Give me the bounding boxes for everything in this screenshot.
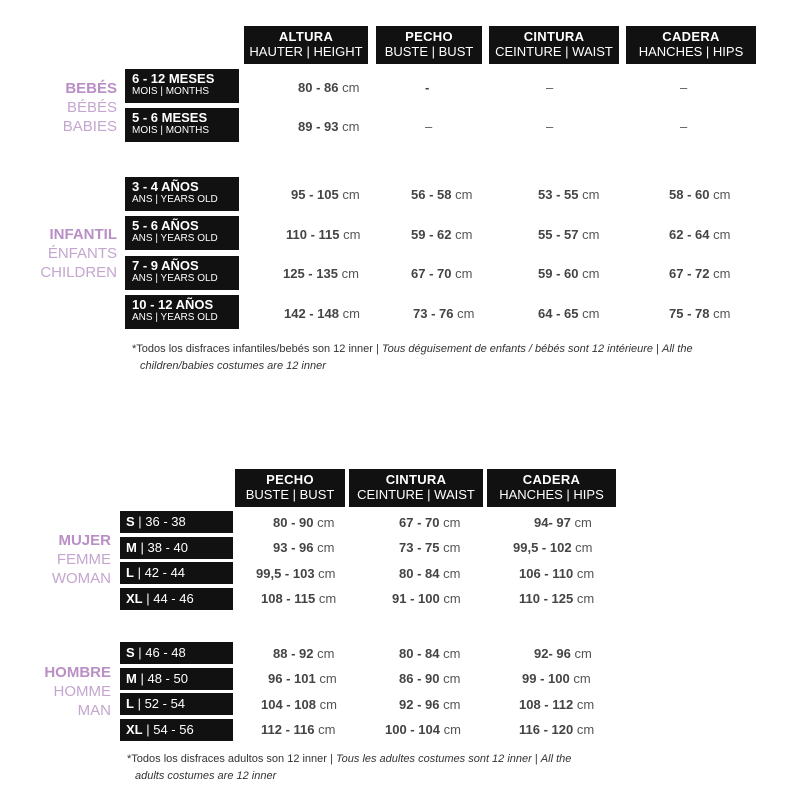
header-waist: CINTURA CEINTURE | WAIST — [349, 469, 483, 507]
value-bust: 59 - 62 cm — [411, 227, 473, 242]
value-waist: 59 - 60 cm — [538, 266, 600, 281]
value-height: 110 - 115 cm — [286, 227, 361, 242]
value-waist: 55 - 57 cm — [538, 227, 600, 242]
value-bust: - — [425, 80, 430, 95]
category-babies: BEBÉS BÉBÉS BABIES — [62, 80, 117, 135]
value-waist: 67 - 70 cm — [399, 515, 461, 530]
row-label: 5 - 6 MESES MOIS | MONTHS — [125, 108, 239, 142]
row-label: 3 - 4 AÑOS ANS | YEARS OLD — [125, 177, 239, 211]
value-waist: 86 - 90 cm — [399, 671, 461, 686]
value-hips: 106 - 110 cm — [519, 566, 595, 581]
size-label: M | 48 - 50 — [120, 668, 233, 690]
header-hips: CADERA HANCHES | HIPS — [626, 26, 756, 64]
value-bust: 56 - 58 cm — [411, 187, 473, 202]
value-waist: – — [546, 80, 554, 95]
size-label: XL | 54 - 56 — [120, 719, 233, 741]
value-hips: 94- 97 cm — [534, 515, 592, 530]
value-bust: 67 - 70 cm — [411, 266, 473, 281]
size-label: L | 42 - 44 — [120, 562, 233, 584]
row-label: 5 - 6 AÑOS ANS | YEARS OLD — [125, 216, 239, 250]
adults-footnote: *Todos los disfraces adultos son 12 inner | Tous les adultes costumes sont 12 inner | All the adults costumes are 12 inner — [127, 753, 572, 782]
value-waist: 53 - 55 cm — [538, 187, 600, 202]
value-hips: 62 - 64 cm — [669, 227, 731, 242]
value-waist: 100 - 104 cm — [385, 722, 461, 737]
value-hips: 58 - 60 cm — [669, 187, 731, 202]
category-women: MUJER FEMME WOMAN — [51, 532, 111, 587]
value-bust: – — [425, 119, 433, 134]
value-hips: 99,5 - 102 cm — [513, 540, 593, 555]
value-hips: 92- 96 cm — [534, 646, 592, 661]
header-bust: PECHO BUSTE | BUST — [376, 26, 482, 64]
value-bust: 88 - 92 cm — [273, 646, 335, 661]
value-waist: 64 - 65 cm — [538, 306, 600, 321]
value-bust: 112 - 116 cm — [261, 722, 336, 737]
size-label: S | 36 - 38 — [120, 511, 233, 533]
value-waist: 91 - 100 cm — [392, 591, 461, 606]
value-hips: 116 - 120 cm — [519, 722, 595, 737]
value-height: 95 - 105 cm — [291, 187, 360, 202]
value-hips: 108 - 112 cm — [519, 697, 595, 712]
value-hips: – — [680, 119, 688, 134]
value-height: 125 - 135 cm — [283, 266, 359, 281]
size-label: L | 52 - 54 — [120, 693, 233, 715]
value-hips: 67 - 72 cm — [669, 266, 731, 281]
row-label: 6 - 12 MESES MOIS | MONTHS — [125, 69, 239, 103]
value-bust: 93 - 96 cm — [273, 540, 335, 555]
kids-footnote: *Todos los disfraces infantiles/bebés son 12 inner | Tous déguisement de enfants / bébés sont 12 intérieure | All the children/babies costumes are 12 inner — [132, 343, 693, 372]
row-label: 7 - 9 AÑOS ANS | YEARS OLD — [125, 256, 239, 290]
value-hips: 99 - 100 cm — [522, 671, 591, 686]
header-waist: CINTURA CEINTURE | WAIST — [489, 26, 619, 64]
value-waist: 73 - 75 cm — [399, 540, 461, 555]
value-bust: 73 - 76 cm — [413, 306, 475, 321]
header-height: ALTURA HAUTER | HEIGHT — [244, 26, 368, 64]
header-hips: CADERA HANCHES | HIPS — [487, 469, 616, 507]
value-hips: – — [680, 80, 688, 95]
value-hips: 75 - 78 cm — [669, 306, 731, 321]
value-bust: 96 - 101 cm — [268, 671, 337, 686]
value-waist: 92 - 96 cm — [399, 697, 461, 712]
value-bust: 108 - 115 cm — [261, 591, 337, 606]
header-bust: PECHO BUSTE | BUST — [235, 469, 345, 507]
row-label: 10 - 12 AÑOS ANS | YEARS OLD — [125, 295, 239, 329]
value-height: 80 - 86 cm — [298, 80, 360, 95]
category-children: INFANTIL ÉNFANTS CHILDREN — [40, 226, 117, 281]
value-waist: – — [546, 119, 554, 134]
size-label: M | 38 - 40 — [120, 537, 233, 559]
size-label: S | 46 - 48 — [120, 642, 233, 664]
value-hips: 110 - 125 cm — [519, 591, 595, 606]
value-waist: 80 - 84 cm — [399, 566, 461, 581]
value-bust: 80 - 90 cm — [273, 515, 335, 530]
category-men: HOMBRE HOMME MAN — [44, 664, 111, 719]
value-height: 89 - 93 cm — [298, 119, 360, 134]
value-bust: 99,5 - 103 cm — [256, 566, 336, 581]
value-height: 142 - 148 cm — [284, 306, 360, 321]
size-label: XL | 44 - 46 — [120, 588, 233, 610]
value-bust: 104 - 108 cm — [261, 697, 337, 712]
value-waist: 80 - 84 cm — [399, 646, 461, 661]
